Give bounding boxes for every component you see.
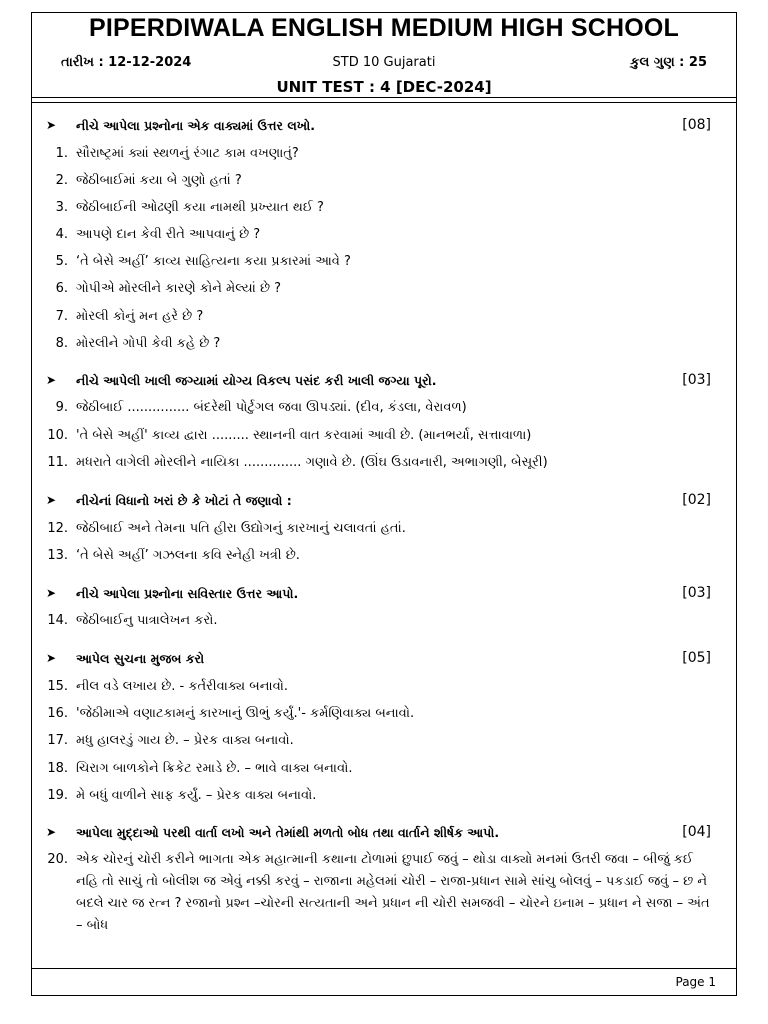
section-heading: ➤ નીચેનાં વિધાનો ખરાં છે કે ખોટાં તે જણાવો : [02] — [46, 492, 711, 508]
arrow-bullet-icon: ➤ — [46, 586, 57, 600]
unit-test-title: UNIT TEST : 4 [DEC-2024] — [276, 78, 492, 96]
page-number: Page 1 — [675, 975, 716, 989]
header-divider-top — [31, 97, 737, 98]
header-divider-bottom — [31, 102, 737, 103]
arrow-bullet-icon: ➤ — [46, 373, 57, 387]
section-marks: [03] — [682, 372, 711, 388]
header — [31, 12, 737, 102]
arrow-bullet-icon: ➤ — [46, 493, 57, 507]
section-heading: ➤ નીચે આપેલા પ્રશ્નોના સવિસ્તાર ઉત્તર આપો. [03] — [46, 585, 711, 601]
meta-row — [61, 55, 707, 75]
section-marks: [02] — [682, 492, 711, 508]
section-heading: ➤ આપેલ સુચના મુજબ કરો [05] — [46, 650, 711, 666]
arrow-bullet-icon: ➤ — [46, 118, 57, 132]
footer-divider — [31, 968, 737, 969]
section-marks: [05] — [682, 650, 711, 666]
standard-subject: STD 10 Gujarati — [332, 55, 436, 70]
section-marks: [03] — [682, 585, 711, 601]
section-marks: [04] — [682, 824, 711, 840]
total-marks: કુલ ગુણ : 25 — [630, 55, 707, 70]
arrow-bullet-icon: ➤ — [46, 651, 57, 665]
school-name: PIPERDIWALA ENGLISH MEDIUM HIGH SCHOOL — [88, 14, 680, 42]
section-heading: ➤ આપેલા મુદ્દાઓ પરથી વાર્તા લખો અને તેમાંથી મળતો બોધ તથા વાર્તાને શીર્ષક આપો. [04] — [46, 824, 711, 840]
section-heading: ➤ નીચે આપેલી ખાલી જગ્યામાં યોગ્ય વિકલ્પ પસંદ કરી ખાલી જગ્યા પૂરો. [03] — [46, 372, 711, 388]
arrow-bullet-icon: ➤ — [46, 825, 57, 839]
section-heading: ➤ નીચે આપેલા પ્રશ્નોના એક વાક્યમાં ઉત્તર લખો. [08] — [46, 117, 711, 133]
exam-date: તારીખ : 12-12-2024 — [61, 55, 192, 70]
section-marks: [08] — [682, 117, 711, 133]
